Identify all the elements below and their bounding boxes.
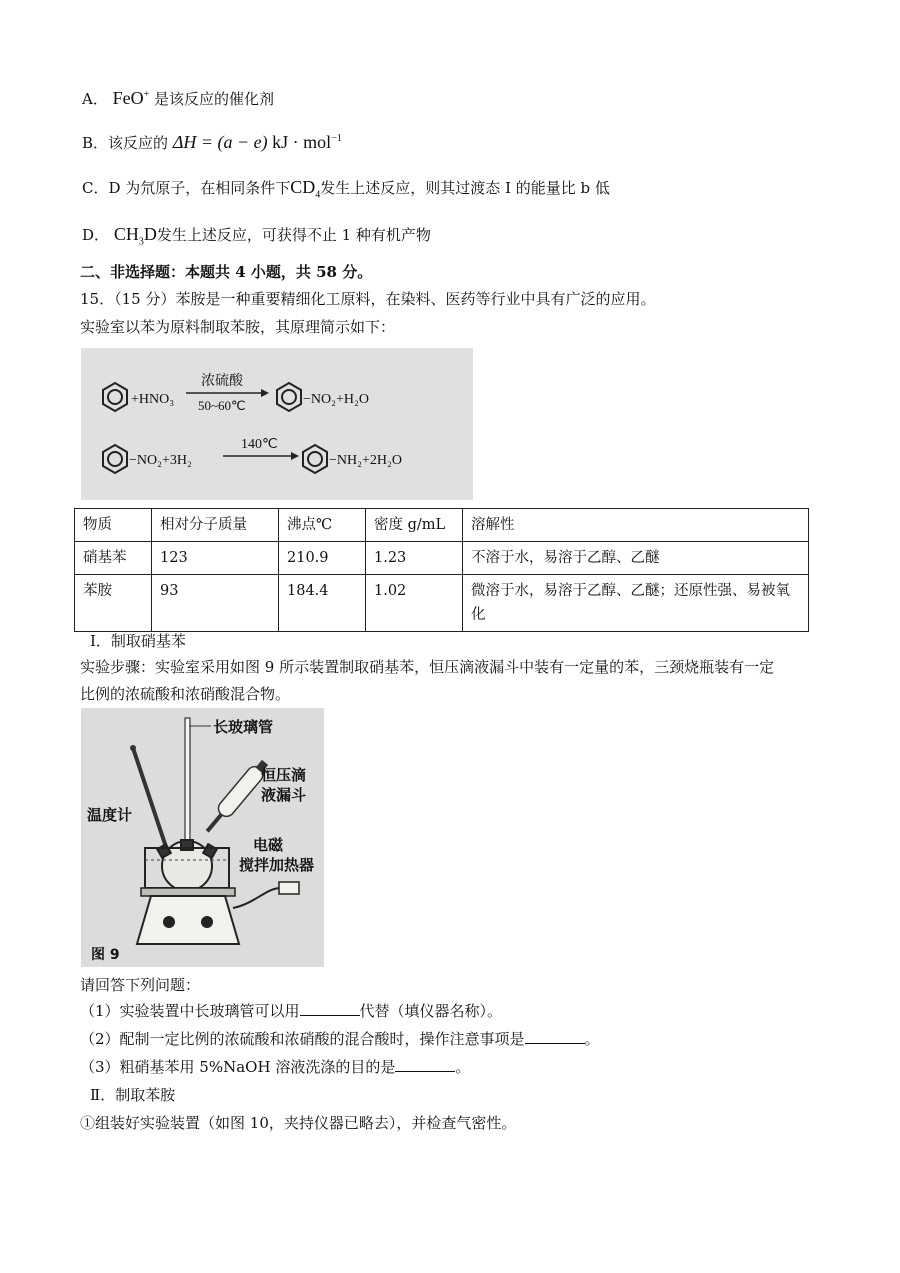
table-cell: 123 bbox=[152, 542, 279, 575]
reaction-scheme-figure bbox=[81, 348, 473, 500]
q15-line2: 实验室以苯为原料制取苯胺，其原理简示如下： bbox=[80, 318, 396, 336]
label-heater-2: 搅拌加热器 bbox=[239, 856, 315, 874]
r1-catalyst: 浓硫酸 bbox=[201, 373, 243, 389]
label-long-tube: 长玻璃管 bbox=[213, 718, 274, 736]
thermometer-top bbox=[130, 745, 136, 751]
questions-intro: 请回答下列问题： bbox=[80, 976, 201, 994]
cd4-formula: $CD_4$ bbox=[290, 177, 321, 201]
figure-9-apparatus bbox=[81, 708, 324, 967]
section-heading: 二、非选择题：本题共 4 小题，共 58 分。 bbox=[80, 263, 373, 281]
table-row bbox=[75, 542, 809, 575]
table-header-cell: 相对分子质量 bbox=[152, 509, 279, 542]
label-funnel-2: 液漏斗 bbox=[261, 786, 307, 804]
option-b-label: B． bbox=[82, 134, 109, 152]
option-c-label: C． bbox=[82, 179, 109, 197]
question-1: （1）实验装置中长玻璃管可以用 代替（填仪器名称）。 bbox=[80, 1002, 503, 1020]
figure-9-caption: 图 9 bbox=[91, 947, 120, 963]
answer-blank-3[interactable] bbox=[395, 1057, 455, 1072]
table-row bbox=[75, 575, 809, 632]
r1-reagent: +HNO₃ bbox=[131, 392, 175, 407]
r1-product: −NO₂+H₂O bbox=[303, 392, 369, 407]
question-2: （2）配制一定比例的浓硫酸和浓硝酸的混合酸时，操作注意事项是 。 bbox=[80, 1030, 600, 1048]
label-thermometer: 温度计 bbox=[87, 806, 133, 824]
option-a bbox=[82, 84, 274, 110]
ch3d-formula: $CH_3D$ bbox=[113, 224, 157, 248]
feo-formula: FeO+ bbox=[112, 88, 150, 108]
table-header-cell: 物质 bbox=[75, 509, 152, 542]
table-header-cell: 密度 g/mL bbox=[366, 509, 463, 542]
r2-temperature: 140℃ bbox=[241, 437, 278, 452]
r2-reagent: −NO₂+3H₂ bbox=[129, 453, 192, 468]
option-c bbox=[82, 176, 610, 207]
table-cell: 210.9 bbox=[279, 542, 366, 575]
table-header-row bbox=[75, 509, 809, 542]
option-a-text: 是该反应的催化剂 bbox=[149, 90, 275, 108]
part2-title: Ⅱ．制取苯胺 bbox=[90, 1086, 176, 1104]
option-d bbox=[82, 223, 431, 254]
r2-product: −NH₂+2H₂O bbox=[329, 453, 402, 468]
delta-h-expression: ΔH = (a − e) kJ · mol$^{-1}$ bbox=[172, 132, 342, 152]
label-heater-1: 电磁 bbox=[253, 836, 284, 854]
heater-plate bbox=[141, 888, 235, 896]
option-c-text2: 发生上述反应，则其过渡态 I 的能量比 b 低 bbox=[320, 179, 610, 197]
part1-step-line2: 比例的浓硫酸和浓硝酸混合物。 bbox=[80, 685, 291, 703]
question-3: （3）粗硝基苯用 5%NaOH 溶液洗涤的目的是 。 bbox=[80, 1058, 471, 1076]
table-cell: 1.02 bbox=[366, 575, 463, 632]
option-c-text1: D 为氘原子，在相同条件下 bbox=[108, 179, 291, 197]
option-d-text: 发生上述反应，可获得不止 1 种有机产物 bbox=[156, 226, 431, 244]
table-header-cell: 沸点℃ bbox=[279, 509, 366, 542]
r1-temperature: 50~60℃ bbox=[198, 398, 246, 413]
table-cell: 微溶于水，易溶于乙醇、乙醚；还原性强、易被氧化 bbox=[463, 575, 809, 632]
long-glass-tube bbox=[185, 718, 190, 848]
table-cell: 不溶于水，易溶于乙醇、乙醚 bbox=[463, 542, 809, 575]
part1-title: Ⅰ．制取硝基苯 bbox=[90, 632, 186, 650]
option-b-text: 该反应的 bbox=[108, 134, 169, 152]
table-cell: 184.4 bbox=[279, 575, 366, 632]
option-a-label: A． bbox=[82, 90, 108, 108]
scheme-background bbox=[81, 348, 473, 500]
table-cell: 硝基苯 bbox=[75, 542, 152, 575]
power-plug bbox=[279, 882, 299, 894]
part1-step-line1: 实验步骤：实验室采用如图 9 所示装置制取硝基苯，恒压滴液漏斗中装有一定量的苯，三颈烧瓶装有一定 bbox=[80, 658, 775, 676]
table-header-cell: 溶解性 bbox=[463, 509, 809, 542]
heater-knob-left bbox=[163, 916, 175, 928]
answer-blank-2[interactable] bbox=[525, 1029, 585, 1044]
table-cell: 苯胺 bbox=[75, 575, 152, 632]
heater-base bbox=[137, 896, 239, 944]
properties-table bbox=[74, 508, 809, 632]
q15-line1: 15．（15 分）苯胺是一种重要精细化工原料，在染料、医药等行业中具有广泛的应用。 bbox=[80, 290, 656, 308]
answer-blank-1[interactable] bbox=[300, 1001, 360, 1016]
option-d-label: D． bbox=[82, 226, 110, 244]
heater-knob-right bbox=[201, 916, 213, 928]
option-b bbox=[82, 128, 342, 154]
table-cell: 1.23 bbox=[366, 542, 463, 575]
part2-step-1: ①组装好实验装置（如图 10，夹持仪器已略去），并检查气密性。 bbox=[80, 1114, 517, 1132]
label-funnel-1: 恒压滴 bbox=[261, 766, 307, 784]
table-cell: 93 bbox=[152, 575, 279, 632]
